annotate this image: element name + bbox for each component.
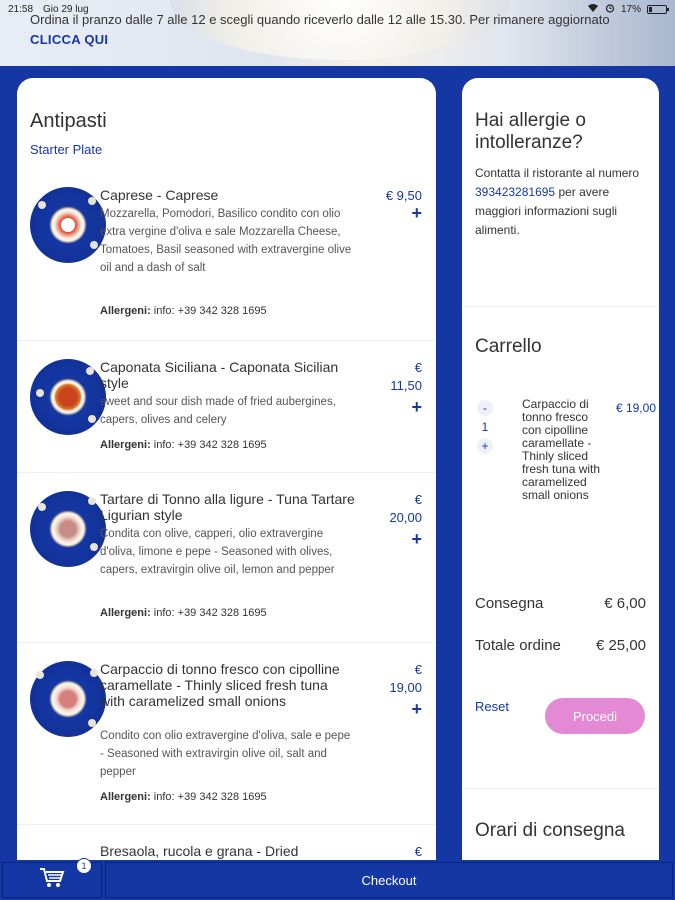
click-here-link[interactable]: CLICCA QUI [30,32,109,47]
side-panel [462,78,659,878]
shopping-cart-icon [39,867,65,894]
add-item-button[interactable]: + [411,699,422,719]
total-label: Totale ordine [475,637,561,654]
divider [462,788,659,789]
add-item-button[interactable]: + [411,203,422,223]
order-notice: Ordina il pranzo dalle 7 alle 12 e scegli quando riceverlo dalle 12 alle 15.30. Per rimanere aggiornato [30,12,610,27]
checkout-button[interactable]: Checkout [105,862,673,898]
add-item-button[interactable]: + [411,397,422,417]
add-item-button[interactable]: + [411,529,422,549]
item-price: € 19,00 [389,662,422,695]
item-name: Tartare di Tonno alla ligure - Tuna Tartare Ligurian style [100,491,355,523]
item-photo [30,661,106,737]
allergy-title: Hai allergie o intolleranze? [475,110,586,153]
cart-quantity-stepper [477,400,493,454]
allergy-info: Contatta il ristorante al numero 393423281695 per avere maggiori informazioni sugli alimenti. [475,166,640,237]
item-allergens: Allergeni: info: +39 342 328 1695 [100,791,267,803]
category-title: Antipasti [30,110,107,132]
item-allergens: Allergeni: info: +39 342 328 1695 [100,305,267,317]
wifi-icon [587,3,599,16]
delivery-hours-title: Orari di consegna [475,820,625,841]
cart-count-badge: 1 [76,858,92,874]
restaurant-phone-link[interactable]: 393423281695 [475,185,556,199]
item-price: € 20,00 [389,492,422,525]
menu-item-caponata[interactable] [17,341,436,473]
decrease-quantity-button[interactable]: - [477,400,493,416]
item-price: € [414,844,422,859]
cart-title: Carrello [475,336,542,357]
menu-item-carpaccio[interactable] [17,643,436,825]
menu-item-tartare[interactable] [17,473,436,643]
item-allergens: Allergeni: info: +39 342 328 1695 [100,439,267,451]
item-name: Caprese - Caprese [100,187,219,203]
delivery-value: € 6,00 [604,595,646,612]
alarm-icon [605,3,615,16]
cart-item-name: Carpaccio di tonno fresco con cipolline caramellate - Thinly sliced fresh tuna with caramelized small onions [522,397,601,502]
status-bar [0,0,675,18]
item-price: € 11,50 [390,360,422,393]
total-value: € 25,00 [595,637,646,654]
proceed-button[interactable]: Procedi [545,698,645,734]
menu-item-caprese[interactable] [17,173,436,341]
item-allergens: Allergeni: info: +39 342 328 1695 [100,607,267,619]
category-subtitle: Starter Plate [30,142,103,157]
status-date: Gio 29 lug [43,3,89,15]
item-description: Condita con olive, capperi, olio extravergine d'oliva, limone e pepe - Seasoned with olives, capers, extravirgin olive oil, lemon and pepper [100,528,335,576]
status-time: 21:58 [8,3,34,15]
menu-panel [17,78,436,878]
increase-quantity-button[interactable]: + [477,438,493,454]
battery-percent: 17% [620,3,641,15]
item-price: € 9,50 [385,188,422,203]
item-photo [30,359,106,435]
delivery-label: Consegna [475,595,544,612]
item-description: Mozzarella, Pomodori, Basilico condito con olio extra vergine d'oliva e sale Mozzarella Cheese, Tomatoes, Basil seasoned with extravergine olive oil and a dash of salt [100,208,352,274]
item-photo [30,491,106,567]
divider [462,306,659,307]
reset-cart-button[interactable]: Reset [475,699,509,714]
item-description: Condito con olio extravergine d'oliva, sale e pepe - Seasoned with extravirgin olive oil, salt and pepper [100,730,351,778]
item-name: Carpaccio di tonno fresco con cipolline caramellate - Thinly sliced fresh tuna with caramelized small onions [100,661,340,709]
item-photo [30,187,106,263]
item-description: sweet and sour dish made of fried aubergines, capers, olives and celery [100,396,336,426]
cart-item-price: € 19,00 [615,401,656,415]
battery-icon [647,5,667,14]
item-name: Caponata Siciliana - Caponata Sicilian style [100,359,339,391]
cart-quantity: 1 [481,420,489,434]
item-name: Bresaola, rucola e grana - Dried [100,843,299,859]
